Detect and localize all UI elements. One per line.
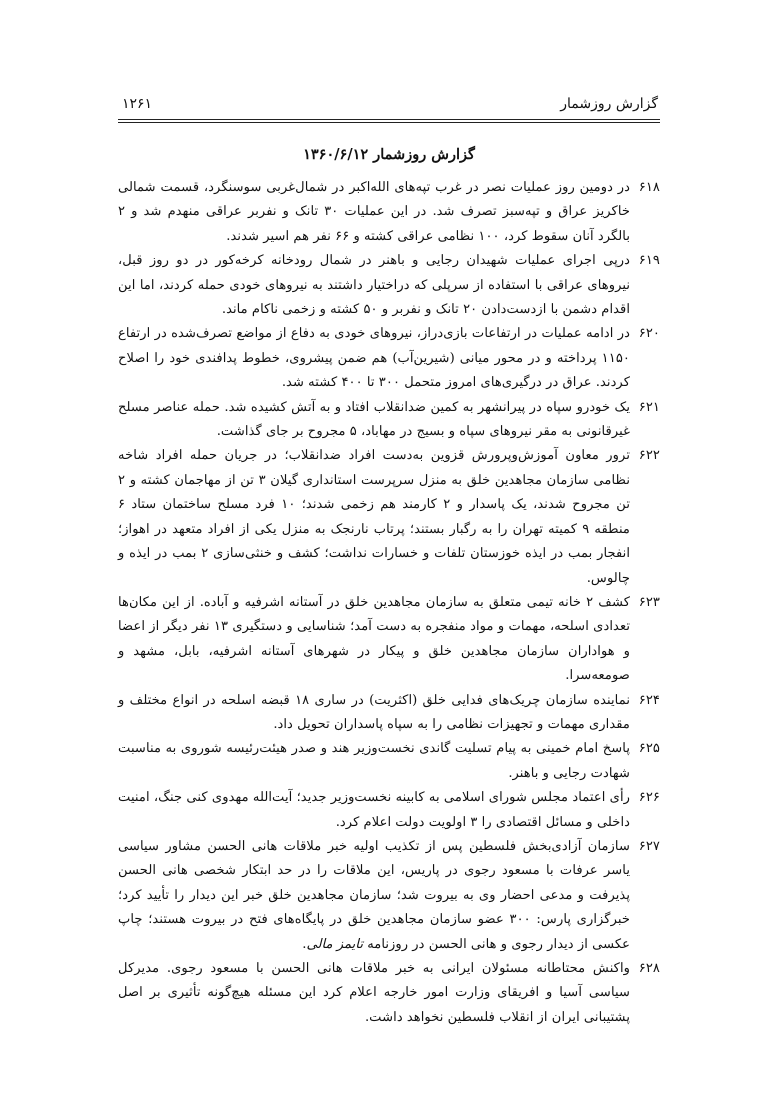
entry-618 — [118, 176, 660, 249]
entry-625 — [118, 737, 660, 786]
entry-number: ۶۲۴ — [638, 692, 660, 708]
entry-text: درپی اجرای عملیات شهیدان رجایی و باهنر در شمال رودخانه کرخه‌کور در دو روز قبل، نیروهای عراقی با استفاده از سرپلی که دراختیار داشتند به نیروهای خودی حمله کردند، اما این اقدام دشمن با ازدست‌دادن ۲۰ تانک و نفربر و ۵۰ کشته و زخمی ناکام ماند. — [118, 253, 630, 318]
entry-text: در دومین روز عملیات نصر در غرب تپه‌های الله‌اکبر در شمال‌غربی سوسنگرد، قسمت شمالی خاکریز عراق و تپه‌سبز تصرف شد. در این عملیات ۳۰ تانک و نفربر عراقی منهدم شد و ۲ بالگرد آنان سقوط کرد، ۱۰۰ نظامی عراقی کشته و ۶۶ نفر هم اسیر شدند. — [118, 180, 630, 244]
entry-number: ۶۲۳ — [638, 594, 660, 610]
entry-622 — [118, 444, 660, 590]
entry-619 — [118, 249, 660, 322]
entry-number: ۶۱۸ — [638, 180, 660, 195]
entry-number: ۶۲۱ — [638, 399, 660, 415]
page-header — [118, 96, 660, 118]
header-rule — [118, 119, 660, 120]
entry-number: ۶۲۰ — [638, 326, 660, 342]
entry-628 — [118, 957, 660, 1030]
entry-text: نماینده سازمان چریک‌های فدایی خلق (اکثریت) در ساری ۱۸ قبضه اسلحه در انواع مختلف و مقداری مهمات و تجهیزات نظامی را به سپاه پاسداران تحویل داد. — [118, 692, 630, 732]
entry-text: کشف ۲ خانه تیمی متعلق به سازمان مجاهدین خلق در آستانه اشرفیه و آباده. از این مکان‌ها تعدادی اسلحه، مهمات و مواد منفجره به دست آمد؛ شناسایی و دستگیری ۱۳ نفر دیگر از اعضا و هواداران سازمان مجاهدین خلق و پیکار در شهرهای آستانه اشرفیه، بابل، مشهد و صومعه‌سرا. — [118, 594, 631, 684]
entry-number: ۶۲۵ — [638, 741, 660, 757]
entry-number: ۶۲۸ — [638, 961, 660, 976]
entry-627 — [118, 835, 660, 957]
entry-number: ۶۱۹ — [638, 253, 660, 269]
entry-text: ترور معاون آموزش‌وپرورش قزوین به‌دست افراد ضدانقلاب؛ در جریان حمله افراد شاخه نظامی سازمان مجاهدین خلق به منزل سرپرست استانداری گیلان ۳ تن از مهاجمان کشته و ۲ تن مجروح شدند، یک پاسدار و ۲ کارمند هم زخمی شدند؛ ۱۰ فرد مسلح ساختمان ستاد ۶ منطقه ۹ کمیته تهران را به رگبار بستند؛ پرتاب نارنجک به منزل یکی از افراد متعهد در اهواز؛ انفجار بمب در ایذه خوزستان تلفات و خسارات نداشت؛ کشف و خنثی‌سازی ۲ بمب در ایذه و چالوس. — [118, 448, 630, 586]
entry-text: رأی اعتماد مجلس شورای اسلامی به کابینه نخست‌وزیر جدید؛ آیت‌الله مهدوی کنی جنگ، امنیت داخلی و مسائل اقتصادی را ۳ اولویت دولت اعلام کرد. — [118, 790, 630, 830]
entry-number: ۶۲۷ — [638, 838, 660, 854]
running-title: گزارش روزشمار — [560, 96, 658, 112]
entry-text-tail: . — [302, 936, 307, 952]
entry-text: سازمان آزادی‌بخش فلسطین پس از تکذیب اولیه خبر ملاقات هانی الحسن مشاور سیاسی یاسر عرفات با مسعود رجوی در پاریس، این ملاقات را در حد ابتکار شخصی هانی الحسن پذیرفت و مدعی احضار وی به بیروت شد؛ سازمان مجاهدین خلق خبر این دیدار را تأیید کرد؛ خبرگزاری پارس: ۳۰۰ عضو سازمان مجاهدین خلق در پایگاه‌های فتح در بیروت هستند؛ چاپ عکسی از دیدار رجوی و هانی الحسن در روزنامه — [118, 838, 630, 952]
entry-621 — [118, 396, 660, 445]
entry-list — [118, 176, 660, 1030]
entry-text: یک خودرو سپاه در پیرانشهر به کمین ضدانقلاب افتاد و به آتش کشیده شد. حمله عناصر مسلح غیرقانونی به مقر نیروهای سپاه و بسیج در مهاباد، ۵ مجروح بر جای گذاشت. — [118, 399, 630, 440]
entry-626 — [118, 786, 660, 835]
entry-620 — [118, 322, 660, 395]
header-rule-double — [118, 122, 660, 123]
entry-623 — [118, 591, 660, 689]
entry-text: پاسخ امام خمینی به پیام تسلیت گاندی نخست‌وزیر هند و صدر هیئت‌رئیسه شوروی به مناسبت شهادت رجایی و باهنر. — [118, 741, 630, 781]
entry-text: واکنش محتاطانه مسئولان ایرانی به خبر ملاقات هانی الحسن با مسعود رجوی. مدیرکل سیاسی آسیا و افریقای وزارت امور خارجه اعلام کرد این مسئله هیچ‌گونه تأثیری بر اصل پشتیبانی ایران از انقلاب فلسطین نخواهد داشت. — [118, 961, 630, 1025]
entry-number: ۶۲۶ — [638, 790, 660, 806]
entry-text-block — [118, 835, 630, 957]
entry-number: ۶۲۲ — [638, 448, 660, 464]
page-number: ۱۲۶۱ — [122, 96, 153, 112]
report-heading: گزارش روزشمار ۱۳۶۰/۶/۱۲ — [303, 146, 475, 163]
entry-text: در ادامه عملیات در ارتفاعات بازی‌دراز، نیروهای خودی به دفاع از مواضع تصرف‌شده در ارتفاع ۱۱۵۰ پرداخته و در محور میانی (شیرین‌آب) هم ضمن پیشروی، خطوط پدافندی خود را اصلاح کردند. عراق در درگیری‌های امروز متحمل ۳۰۰ تا ۴۰۰ کشته شد. — [118, 326, 630, 391]
newspaper-name: تایمز مالی — [306, 936, 363, 952]
entry-624 — [118, 689, 660, 738]
